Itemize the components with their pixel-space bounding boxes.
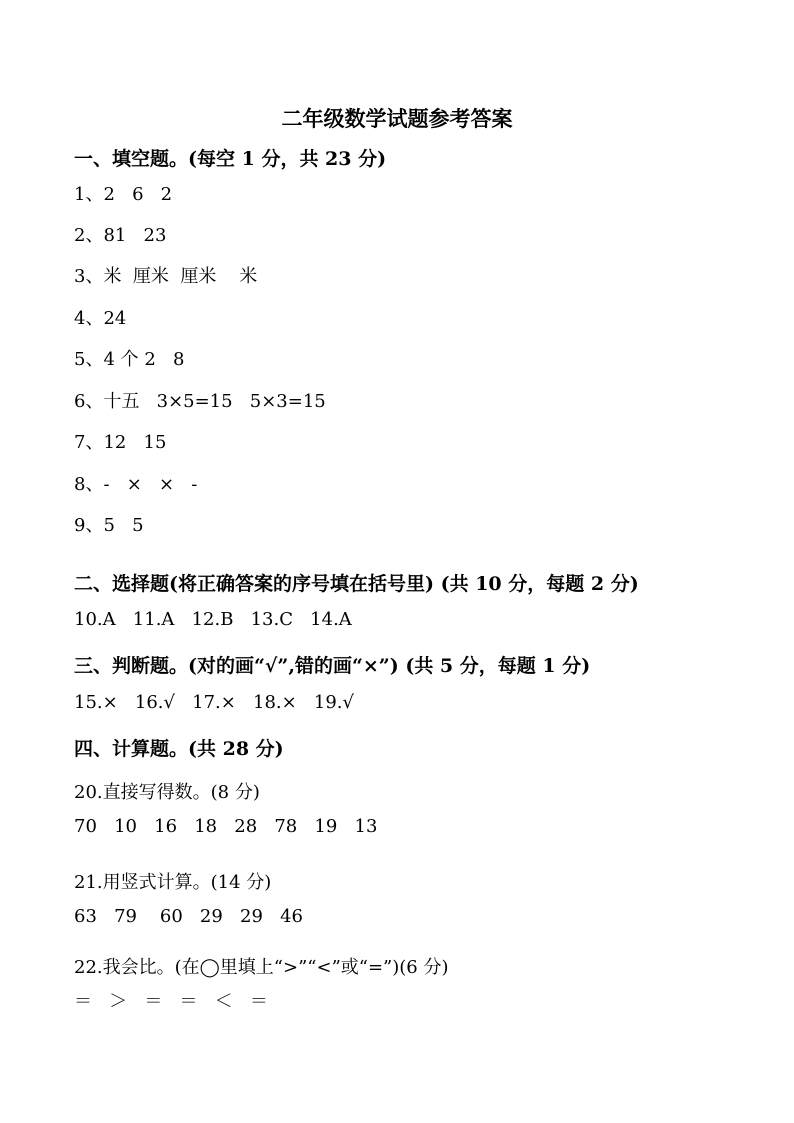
- answer-line-1: 1、2 6 2: [74, 184, 173, 205]
- answer-line-3: 3、米 厘米 厘米 米: [74, 266, 258, 287]
- question-21: 21.用竖式计算。(14 分): [74, 872, 272, 893]
- answer-line-6: 6、十五 3×5=15 5×3=15: [74, 391, 326, 412]
- answer-line-4: 4、24: [74, 308, 127, 329]
- answers-22: ＝ ＞ ＝ ＝ ＜ ＝: [74, 991, 268, 1012]
- question-20: 20.直接写得数。(8 分): [74, 782, 260, 803]
- section-heading-judge: 三、判断题。(对的画“√”,错的画“×”) (共 5 分，每题 1 分): [74, 655, 591, 677]
- answers-20: 70 10 16 18 28 78 19 13: [74, 816, 378, 837]
- section-heading-choice: 二、选择题(将正确答案的序号填在括号里) (共 10 分，每题 2 分): [74, 573, 639, 595]
- section-heading-fill-blank: 一、填空题。(每空 1 分，共 23 分): [74, 148, 387, 170]
- answer-line-5: 5、4 个 2 8: [74, 349, 185, 370]
- answers-21: 63 79 60 29 29 46: [74, 906, 303, 927]
- answer-line-7: 7、12 15: [74, 432, 167, 453]
- choice-answers: 10.A 11.A 12.B 13.C 14.A: [74, 609, 352, 630]
- section-heading-calc: 四、计算题。(共 28 分): [74, 738, 284, 760]
- answer-line-8: 8、- × × -: [74, 474, 198, 495]
- judge-answers: 15.× 16.√ 17.× 18.× 19.√: [74, 692, 354, 713]
- answer-line-2: 2、81 23: [74, 225, 167, 246]
- page-title: 二年级数学试题参考答案: [281, 106, 513, 131]
- question-22: 22.我会比。(在◯里填上“>”“<”或“=”)(6 分): [74, 957, 449, 978]
- answer-line-9: 9、5 5: [74, 515, 144, 536]
